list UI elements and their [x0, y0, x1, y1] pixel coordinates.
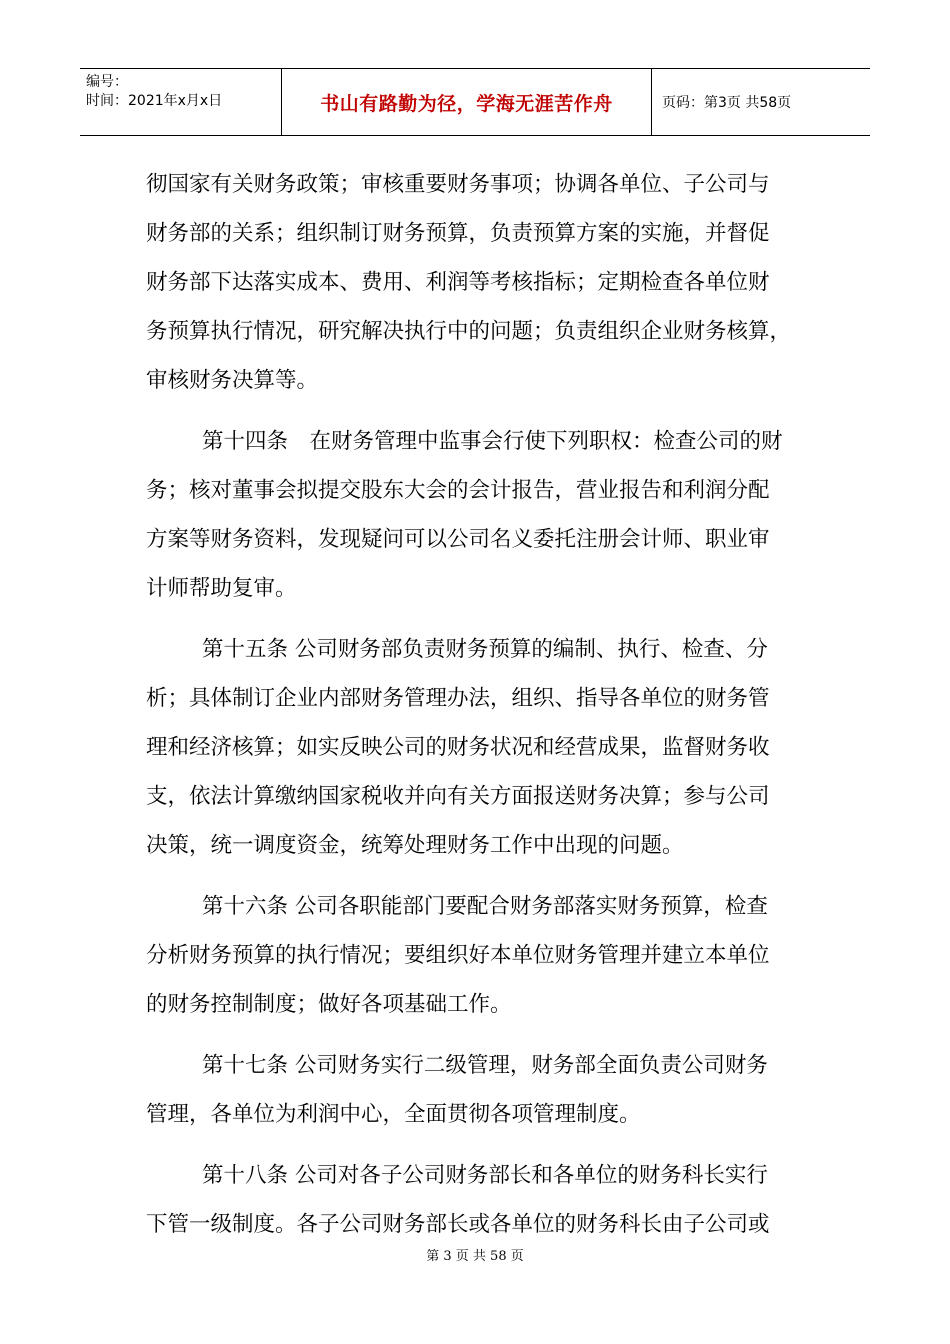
paragraph-line: 分析财务预算的执行情况；要组织好本单位财务管理并建立本单位 [146, 943, 770, 968]
paragraph-line: 第十六条 公司各职能部门要配合财务部落实财务预算，检查 [202, 894, 768, 919]
paragraph-line: 下管一级制度。各子公司财务部长或各单位的财务科长由子公司或 [146, 1212, 770, 1237]
paragraph-line: 析；具体制订企业内部财务管理办法，组织、指导各单位的财务管 [146, 686, 770, 711]
paragraph-line: 第十八条 公司对各子公司财务部长和各单位的财务科长实行 [202, 1163, 768, 1188]
paragraph [146, 160, 806, 405]
paragraph-line: 第十四条 在财务管理中监事会行使下列职权：检查公司的财 [202, 429, 783, 454]
paragraph [146, 1041, 806, 1139]
document-number-label: 编号： [86, 74, 128, 90]
paragraph-line: 第十五条 公司财务部负责财务预算的编制、执行、检查、分 [202, 637, 768, 662]
paragraph-line: 务；核对董事会拟提交股东大会的会计报告，营业报告和利润分配 [146, 478, 770, 503]
page-header [80, 68, 870, 136]
paragraph-line: 支，依法计算缴纳国家税收并向有关方面报送财务决算；参与公司 [146, 784, 770, 809]
paragraph-line: 计师帮助复审。 [146, 576, 297, 601]
paragraph-line: 财务部的关系；组织制订财务预算，负责预算方案的实施，并督促 [146, 221, 770, 246]
paragraph [146, 625, 806, 870]
paragraph [146, 882, 806, 1029]
paragraph-line: 决策，统一调度资金，统筹处理财务工作中出现的问题。 [146, 833, 684, 858]
paragraph-line: 方案等财务资料，发现疑问可以公司名义委托注册会计师、职业审 [146, 527, 770, 552]
document-body [146, 160, 806, 1261]
document-time-label: 时间：2021年x月x日 [86, 93, 223, 109]
header-page-info: 页码：第3页 共58页 [662, 95, 792, 111]
paragraph-line: 财务部下达落实成本、费用、利润等考核指标；定期检查各单位财 [146, 270, 770, 295]
paragraph-line: 务预算执行情况，研究解决执行中的问题；负责组织企业财务核算， [146, 319, 792, 344]
paragraph-line: 审核财务决算等。 [146, 368, 319, 393]
paragraph-line: 第十七条 公司财务实行二级管理，财务部全面负责公司财务 [202, 1053, 768, 1078]
page-footer: 第 3 页 共 58 页 [426, 1249, 524, 1264]
paragraph-line: 的财务控制制度；做好各项基础工作。 [146, 992, 512, 1017]
paragraph-line: 彻国家有关财务政策；审核重要财务事项；协调各单位、子公司与 [146, 172, 770, 197]
header-meta-cell [80, 69, 282, 135]
header-motto: 书山有路勤为径，学海无涯苦作舟 [282, 69, 652, 135]
paragraph [146, 417, 806, 613]
paragraph-line: 理和经济核算；如实反映公司的财务状况和经营成果，监督财务收 [146, 735, 770, 760]
paragraph-line: 管理，各单位为利润中心，全面贯彻各项管理制度。 [146, 1102, 641, 1127]
paragraph [146, 1151, 806, 1249]
